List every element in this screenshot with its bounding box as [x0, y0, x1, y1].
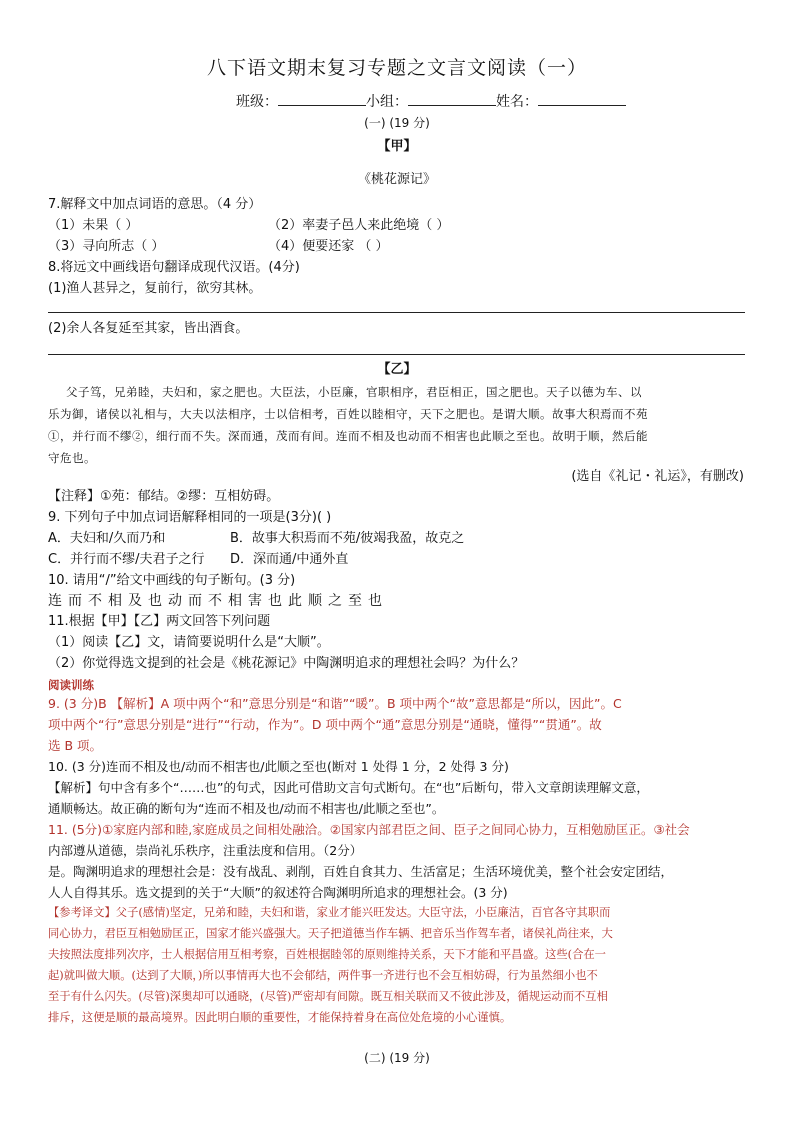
q9-option-a: A．夫妇和/久而乃和	[48, 531, 166, 546]
student-info-row	[236, 93, 626, 110]
answer-line-2[interactable]	[48, 354, 745, 355]
q7-item-1: （1）未果（ ）	[48, 218, 139, 233]
q7-item-2: （2）率妻子邑人来此绝境（ ）	[268, 218, 450, 233]
yi-passage-line-1: 父子笃，兄弟睦，夫妇和，家之肥也。大臣法，小臣廉，官职相序，君臣相正，国之肥也。天子以德为车、以	[66, 385, 642, 399]
translation-line-2: 同心协力，君臣互相勉励匡正，国家才能兴盛强大。天子把道德当作车辆、把音乐当作驾车者，诸侯礼尚往来，大	[48, 927, 613, 940]
q9-stem: 9. 下列句子中加点词语解释相同的一项是(3分)( )	[48, 510, 332, 525]
answers-heading: 阅读训练	[48, 678, 94, 692]
q11-sub-1: （1）阅读【乙】文，请简要说明什么是“大顺”。	[48, 635, 330, 650]
q8-sentence-1: (1)渔人甚异之，复前行，欲穷其林。	[48, 281, 262, 296]
translation-line-4: 起)就叫做大顺。(达到了大顺，)所以事情再大也不会郁结，两件事一齐进行也不会互相妨碍，行为虽然细小也不	[48, 969, 598, 982]
translation-line-1: 【参考译文】父子(感情)坚定，兄弟和睦，夫妇和谐，家业才能兴旺发达。大臣守法，小臣廉洁，百官各守其职而	[48, 906, 611, 919]
yi-passage-line-2: 乐为御，诸侯以礼相与，大夫以法相序，士以信相考，百姓以睦相守，天下之肥也。是谓大顺。故事大积焉而不苑	[48, 407, 648, 421]
a9-line-3: 选 B 项。	[48, 738, 103, 753]
q10-sentence: 连而不相及也动而不相害也此顺之至也	[48, 593, 388, 609]
a10-line-3: 通顺畅达。故正确的断句为“连而不相及也/动而不相害也/此顺之至也”。	[48, 801, 445, 816]
name-label: 姓名：	[496, 94, 538, 110]
group-label: 小组：	[366, 94, 408, 110]
class-label: 班级：	[236, 94, 278, 110]
translation-line-6: 排斥，这便是顺的最高境界。因此明白顺的重要性，才能保持着身在高位处危境的小心谨慎。	[48, 1011, 512, 1024]
class-blank[interactable]	[278, 93, 366, 106]
yi-passage-line-4: 守危也。	[48, 451, 96, 465]
translation-line-3: 夫按照法度排列次序，士人根据信用互相考察，百姓根据睦邻的原则维持关系，天下才能和平昌盛。这些(合在一	[48, 948, 606, 961]
name-blank[interactable]	[538, 93, 626, 106]
section-two-heading: (二) (19 分)	[364, 1051, 430, 1065]
q9-option-c: C．并行而不缪/夫君子之行	[48, 552, 205, 567]
section-one-heading: (一) (19 分)	[364, 116, 430, 130]
yi-notes: 【注释】①苑：郁结。②缪：互相妨碍。	[48, 489, 280, 504]
a11-line-1: 11. (5分)①家庭内部和睦,家庭成员之间相处融洽。②国家内部君臣之间、臣子之间同心协力，互相勉励匡正。③社会	[48, 822, 690, 837]
q7-item-4: （4）便要还家 （ ）	[268, 239, 389, 254]
a11-line-4: 人人自得其乐。选文提到的关于“大顺”的叙述符合陶渊明所追求的理想社会。(3 分)	[48, 885, 508, 900]
page-title: 八下语文期末复习专题之文言文阅读（一）	[206, 57, 587, 79]
yi-heading: 【乙】	[377, 362, 417, 377]
jia-heading: 【甲】	[377, 139, 417, 154]
group-blank[interactable]	[408, 93, 496, 106]
a10-line-1: 10. (3 分)连而不相及也/动而不相害也/此顺之至也(断对 1 处得 1 分，2 处得 3 分)	[48, 759, 509, 774]
q11-sub-2: （2）你觉得选文提到的社会是《桃花源记》中陶渊明追求的理想社会吗？为什么？	[48, 656, 525, 671]
q8-sentence-2: (2)余人各复延至其家，皆出酒食。	[48, 321, 249, 336]
a11-line-3: 是。陶渊明追求的理想社会是：没有战乱、剥削，百姓自食其力、生活富足；生活环境优美，整个社会安定团结，	[48, 864, 674, 879]
translation-line-5: 至于有什么闪失。(尽管)深奥却可以通晓，(尽管)严密却有间隙。既互相关联而又不彼此涉及，循规运动而不互相	[48, 990, 608, 1003]
a10-line-2: 【解析】句中含有多个“……也”的句式，因此可借助文言句式断句。在“也”后断句，带入文章朗读理解文意，	[48, 780, 649, 795]
a9-line-2: 项中两个“行”意思分别是“进行”“行动，作为”。D 项中两个“通”意思分别是“通晓，懂得”“贯通”。故	[48, 717, 602, 732]
q7-stem: 7.解释文中加点词语的意思。（4 分）	[48, 197, 262, 212]
yi-source: (选自《礼记・礼运》，有删改)	[571, 469, 744, 484]
q8-stem: 8.将远文中画线语句翻译成现代汉语。(4分)	[48, 260, 300, 275]
yi-passage-line-3: ①，并行而不缪②，细行而不失。深而通，茂而有间。连而不相及也动而不相害也此顺之至也。故明于顺，然后能	[48, 429, 648, 443]
q9-option-d: D．深而通/中通外直	[230, 552, 349, 567]
q7-item-3: （3）寻向所志（ ）	[48, 239, 165, 254]
q10-stem: 10. 请用“/”给文中画线的句子断句。(3 分)	[48, 573, 296, 588]
text-title: 《桃花源记》	[357, 172, 436, 187]
q11-stem: 11.根据【甲】【乙】两文回答下列问题	[48, 614, 271, 629]
a11-line-2: 内部遵从道德，崇尚礼乐秩序，注重法度和信用。（2分）	[48, 843, 363, 858]
q9-option-b: B．故事大积焉而不苑/彼竭我盈，故克之	[230, 531, 465, 546]
a9-line-1: 9. (3 分)B 【解析】A 项中两个“和”意思分别是“和谐”“暖”。B 项中两个“故”意思都是“所以，因此”。C	[48, 696, 622, 711]
answer-line-1[interactable]	[48, 312, 745, 313]
